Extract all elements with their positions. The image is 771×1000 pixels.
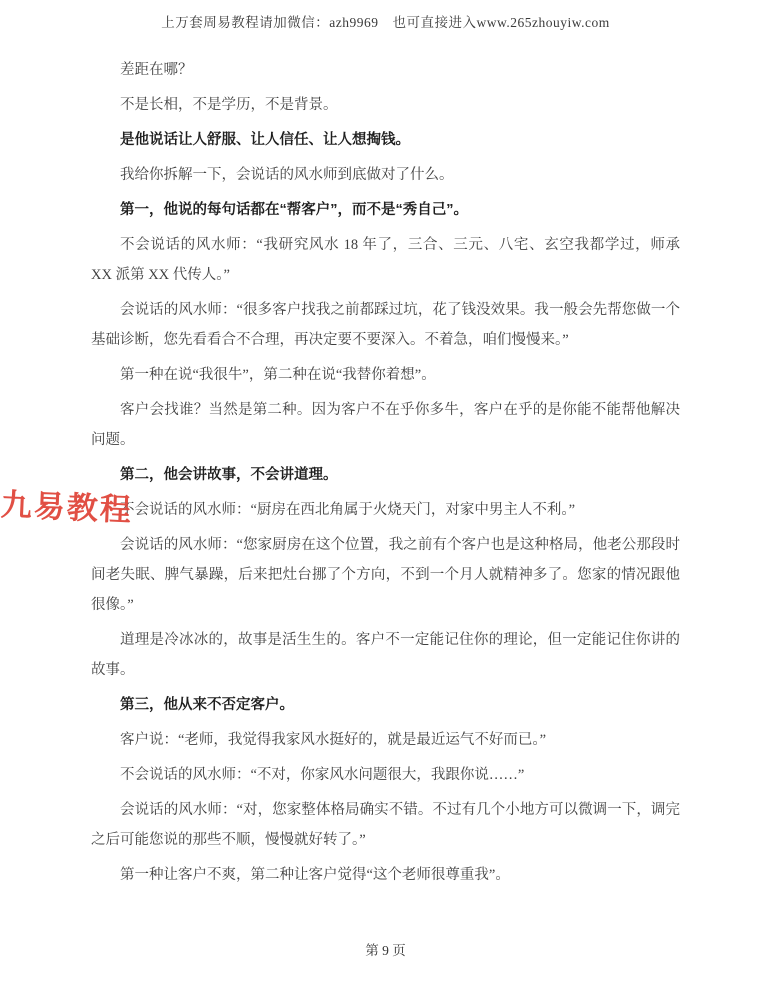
heading-paragraph: 第二，他会讲故事，不会讲道理。 [120,467,338,483]
body-paragraph: 我给你拆解一下，会说话的风水师到底做对了什么。 [120,167,454,183]
document-body [91,55,680,895]
body-paragraph: 不会说话的风水师：“我研究风水 18 年了，三合、三元、八宅、玄空我都学过，师承 XX 派第 XX 代传人。” [91,237,680,283]
header-promo-text: 上万套周易教程请加微信：azh9969 也可直接进入www.265zhouyiw.com [161,15,610,30]
page-number: 第 9 页 [365,943,406,958]
body-paragraph: 第一种在说“我很牛”，第二种在说“我替你着想”。 [120,367,436,383]
body-paragraph: 会说话的风水师：“您家厨房在这个位置，我之前有个客户也是这种格局，他老公那段时间老失眠、脾气暴躁，后来把灶台挪了个方向，不到一个月人就精神多了。您家的情况跟他很像。” [91,537,680,613]
heading-paragraph: 第三，他从来不否定客户。 [120,697,294,713]
body-paragraph: 客户说：“老师，我觉得我家风水挺好的，就是最近运气不好而已。” [120,732,547,748]
heading-paragraph: 第一，他说的每句话都在“帮客户”，而不是“秀自己”。 [120,202,468,218]
body-paragraph: 不是长相，不是学历，不是背景。 [120,97,338,113]
body-paragraph: 不会说话的风水师：“不对，你家风水问题很大，我跟你说……” [120,767,525,783]
body-paragraph: 不会说话的风水师：“厨房在西北角属于火烧天门，对家中男主人不利。” [120,502,576,518]
body-paragraph: 差距在哪？ [120,62,193,78]
body-paragraph: 会说话的风水师：“对，您家整体格局确实不错。不过有几个小地方可以微调一下，调完之后可能您说的那些不顺，慢慢就好转了。” [91,802,680,848]
body-paragraph: 第一种让客户不爽，第二种让客户觉得“这个老师很尊重我”。 [120,867,510,883]
heading-paragraph: 是他说话让人舒服、让人信任、让人想掏钱。 [120,132,410,148]
body-paragraph: 会说话的风水师：“很多客户找我之前都踩过坑，花了钱没效果。我一般会先帮您做一个基础诊断，您先看看合不合理，再决定要不要深入。不着急，咱们慢慢来。” [91,302,680,348]
body-paragraph: 客户会找谁？当然是第二种。因为客户不在乎你多牛，客户在乎的是你能不能帮他解决问题。 [91,402,680,448]
body-paragraph: 道理是冷冰冰的，故事是活生生的。客户不一定能记住你的理论，但一定能记住你讲的故事。 [91,632,680,678]
watermark-jiuyi-jiaocheng: 九易教程 [0,486,134,528]
